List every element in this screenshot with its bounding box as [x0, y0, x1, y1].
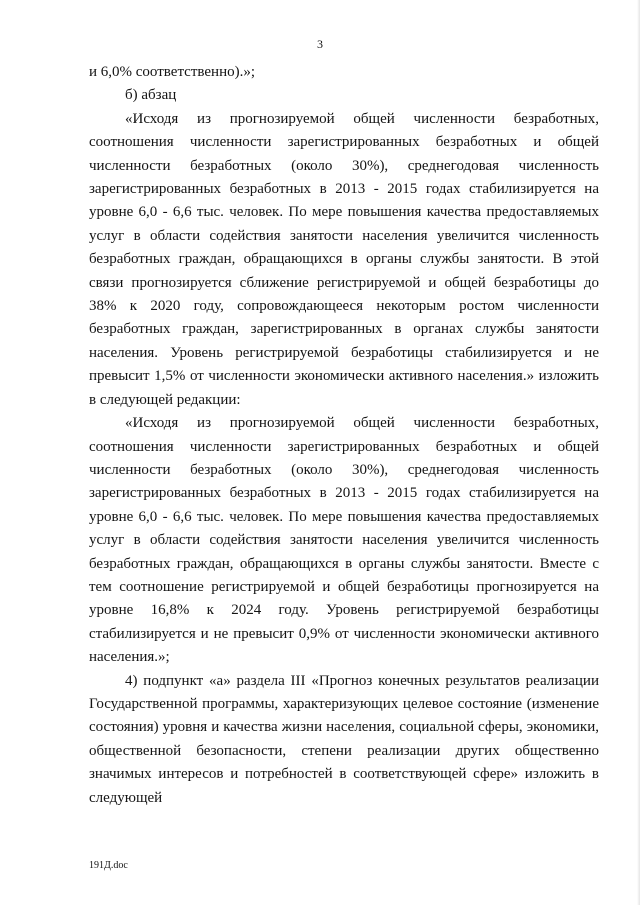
paragraph-item-4: 4) подпункт «а» раздела III «Прогноз конечных результатов реализации Государственной программы, характеризующих целевое состояние (изменение состояния) уровня и качества жизни населения, социальной сферы, экономики, общественной безопасности, степени реализации других общественно значимых интересов и потребностей в соответствующей сфере» изложить в следующей	[89, 672, 599, 806]
document-body	[89, 61, 599, 810]
footer-filename: 191Д.doc	[89, 860, 128, 871]
paragraph-new-text: «Исходя из прогнозируемой общей численности безработных, соотношения численности зарегистрированных безработных и общей численности безработных (около 30%), среднегодовая численность зарегистрированных безработных в 2013 - 2015 годах стабилизируется на уровне 6,0 - 6,6 тыс. человек. По мере повышения качества предоставляемых услуг в области содействия занятости населения увеличится численность безработных граждан, обращающихся в органы службы занятости. Вместе с тем соотношение регистрируемой и общей безработицы прогнозируется на уровне 16,8% к 2024 году. Уровень регистрируемой безработицы стабилизируется и не превысит 0,9% от численности экономически активного населения.»;	[89, 415, 599, 666]
page-number: 3	[317, 37, 323, 51]
paragraph-continuation: и 6,0% соответственно).»;	[89, 64, 256, 80]
paragraph-subitem-b: б) абзац	[125, 87, 177, 104]
paragraph-old-text: «Исходя из прогнозируемой общей численности безработных, соотношения численности зарегистрированных безработных и общей численности безработных (около 30%), среднегодовая численность зарегистрированных безработных в 2013 - 2015 годах стабилизируется на уровне 6,0 - 6,6 тыс. человек. По мере повышения качества предоставляемых услуг в области содействия занятости населения увеличится численность безработных граждан, обращающихся в органы службы занятости. В этой связи прогнозируется сближение регистрируемой и общей безработицы до 38% к 2020 году, сопровождающееся некоторым ростом численности безработных граждан, зарегистрированных в органах службы занятости населения. Уровень регистрируемой безработицы стабилизируется и не превысит 1,5% от численности экономически активного населения.» изложить в следующей редакции:	[89, 110, 599, 408]
